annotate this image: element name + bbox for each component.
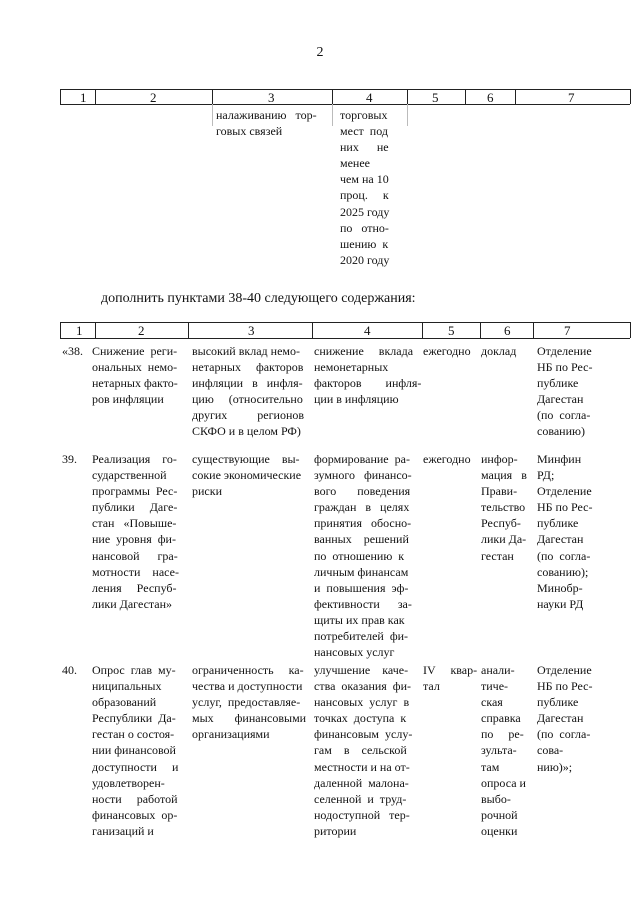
header-col-4: 4 bbox=[366, 90, 373, 105]
row-responsible: Отделение НБ по Рес- публике Дагестан (по согла- сованию) bbox=[537, 344, 593, 439]
row-risk: ограниченность ка- чества и доступности услуг, предоставляе- мых финансовыми организациями bbox=[192, 663, 307, 742]
main-header-col-1: 1 bbox=[76, 323, 83, 338]
header-col-5: 5 bbox=[432, 90, 439, 105]
row-responsible: Отделение НБ по Рес- публике Дагестан (по согла- сова- нию)»; bbox=[537, 663, 593, 774]
header-col-3: 3 bbox=[268, 90, 275, 105]
row-indicator: Снижение реги- ональных немо- нетарных факто- ров инфляции bbox=[92, 344, 178, 407]
row-responsible: Минфин РД; Отделение НБ по Рес- публике Дагестан (по согла- сованию); Минобр- науки РД bbox=[537, 452, 593, 611]
row-report: анали- тиче- ская справка по ре- зульта- там опроса и выбо- рочной оценки bbox=[481, 663, 526, 838]
continuation-col4: торговых мест под них не менее чем на 10 проц. к 2025 году по отно- шению к 2020 году bbox=[340, 108, 390, 267]
header-col-2: 2 bbox=[150, 90, 157, 105]
header-col-1: 1 bbox=[80, 90, 87, 105]
row-number: «38. bbox=[62, 344, 83, 358]
main-header-col-3: 3 bbox=[248, 323, 255, 338]
amendment-intro: дополнить пунктами 38-40 следующего содержания: bbox=[101, 291, 416, 306]
row-report: доклад bbox=[481, 344, 517, 358]
row-risk: существующие вы- сокие экономические риски bbox=[192, 452, 302, 499]
row-term: IV квар- тал bbox=[423, 663, 478, 694]
row-number: 39. bbox=[62, 452, 77, 466]
row-goal: улучшение каче- ства оказания фи- нансовых услуг в точках доступа к финансовым услу- гам в сельской местности и на от- даленной малона- селенной и труд- нодоступной тер- ритории bbox=[314, 663, 413, 838]
page-number: 2 bbox=[316, 45, 324, 60]
row-indicator: Опрос глав му- ниципальных образований Республики Да- гестан о состоя- нии финансовой доступности и удовлетворен- ности работой финансовых ор- ганизаций и bbox=[92, 663, 179, 838]
row-risk: высокий вклад немо- нетарных факторов инфляции в инфля- цию (относительно других регионов СКФО и в целом РФ) bbox=[192, 344, 305, 439]
main-header-col-2: 2 bbox=[138, 323, 145, 338]
header-col-6: 6 bbox=[487, 90, 494, 105]
main-header-col-5: 5 bbox=[448, 323, 455, 338]
header-col-7: 7 bbox=[568, 90, 575, 105]
row-report: инфор- мация в Прави- тельство Респуб- лики Да- гестан bbox=[481, 452, 527, 563]
row-goal: формирование ра- зумного финансо- вого поведения граждан в целях принятия обосно- ванных решений по отношению к личным финансам и повышения эф- фективности за- щиты их прав как потребителей фи- нансовых услуг bbox=[314, 452, 412, 660]
continuation-col3: налаживанию тор- говых связей bbox=[216, 108, 317, 139]
row-goal: снижение вклада немонетарных факторов инфля- ции в инфляцию bbox=[314, 344, 422, 407]
row-term: ежегодно bbox=[423, 452, 471, 466]
main-header-col-4: 4 bbox=[364, 323, 371, 338]
main-header-col-7: 7 bbox=[564, 323, 571, 338]
row-term: ежегодно bbox=[423, 344, 471, 358]
row-indicator: Реализация го- сударственной программы Рес- публики Даге- стан «Повыше- ние уровня фи- нансовой гра- мотности насе- ления Респуб- лики Дагестан» bbox=[92, 452, 179, 611]
row-number: 40. bbox=[62, 663, 77, 677]
main-header-col-6: 6 bbox=[504, 323, 511, 338]
